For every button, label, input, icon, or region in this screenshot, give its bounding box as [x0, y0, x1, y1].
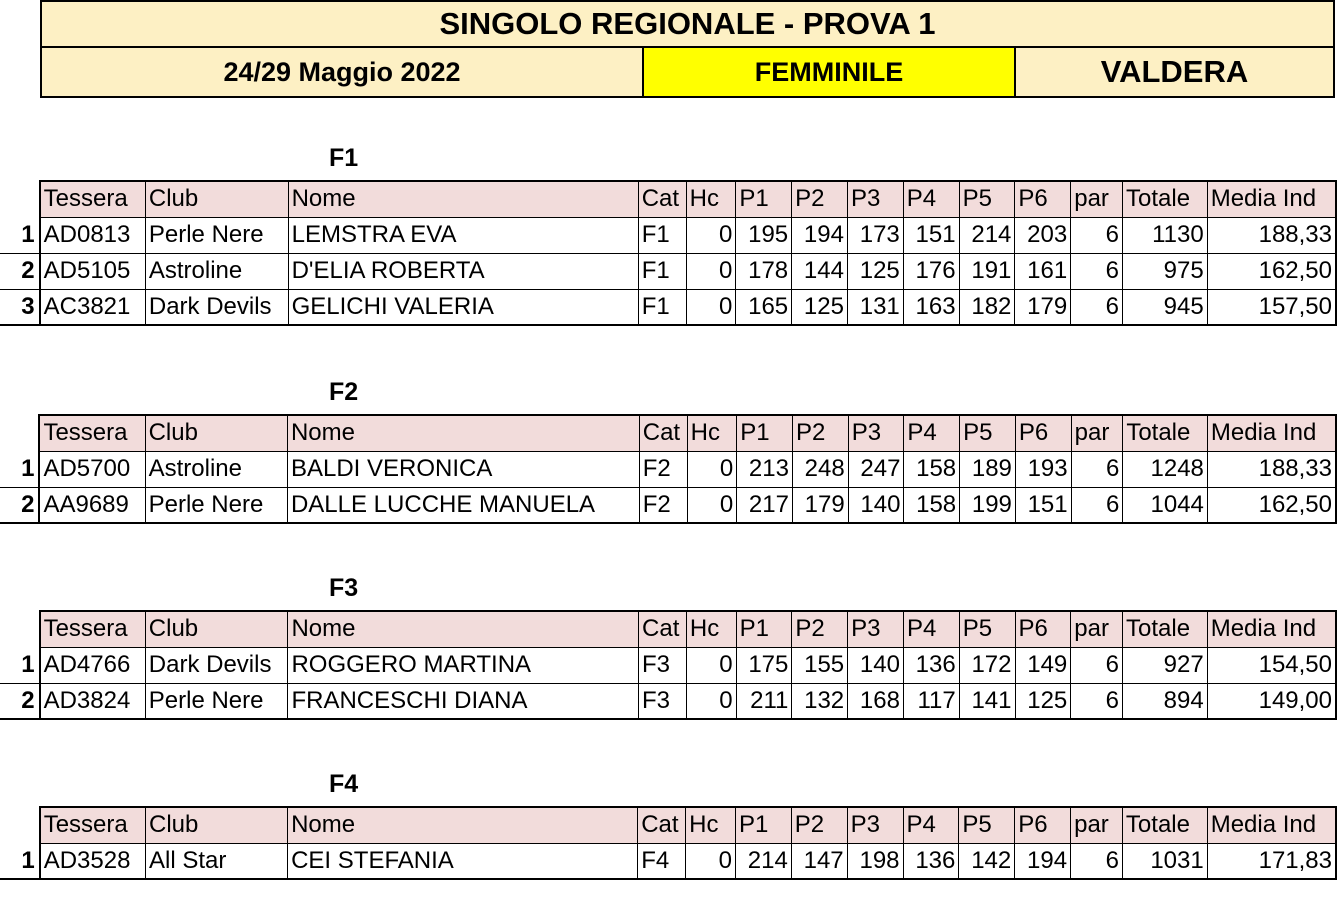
- column-header: P4: [904, 415, 960, 451]
- column-header: Totale: [1123, 611, 1208, 647]
- cell-p4: 136: [903, 843, 959, 879]
- cell-p2: 179: [792, 487, 848, 523]
- cell-totale: 1044: [1123, 487, 1208, 523]
- table-header-row: [0, 415, 1336, 451]
- column-header: Nome: [288, 181, 638, 217]
- cell-hc: 0: [687, 451, 737, 487]
- section-label: F1: [329, 144, 359, 172]
- cell-club: Dark Devils: [145, 647, 288, 683]
- cell-nome: DALLE LUCCHE MANUELA: [287, 487, 639, 523]
- table-header-row: [0, 807, 1336, 843]
- rank-cell: 1: [0, 451, 39, 487]
- cell-media: 162,50: [1207, 487, 1336, 523]
- column-header: P1: [735, 807, 791, 843]
- column-header: Media Ind: [1207, 611, 1336, 647]
- table-row: [0, 647, 1336, 683]
- cell-media: 171,83: [1207, 843, 1336, 879]
- column-header: P4: [903, 181, 959, 217]
- cell-par: 6: [1071, 451, 1123, 487]
- column-header: P1: [736, 181, 792, 217]
- cell-p1: 217: [737, 487, 793, 523]
- column-header: Media Ind: [1207, 181, 1336, 217]
- column-header: Media Ind: [1207, 415, 1336, 451]
- cell-p5: 172: [959, 647, 1015, 683]
- cell-p6: 161: [1015, 253, 1071, 289]
- cell-p3: 173: [847, 217, 903, 253]
- cell-par: 6: [1071, 289, 1123, 325]
- cell-p5: 189: [960, 451, 1016, 487]
- column-header: Nome: [287, 415, 639, 451]
- event-location: VALDERA: [1016, 48, 1333, 96]
- cell-totale: 975: [1123, 253, 1208, 289]
- column-header: par: [1071, 611, 1123, 647]
- cell-par: 6: [1071, 683, 1123, 719]
- cell-p3: 247: [848, 451, 904, 487]
- column-header: Tessera: [40, 807, 146, 843]
- cell-cat: F1: [638, 289, 686, 325]
- column-header: P3: [848, 415, 904, 451]
- cell-totale: 1130: [1123, 217, 1208, 253]
- cell-p5: 182: [959, 289, 1015, 325]
- column-header: Club: [145, 611, 288, 647]
- report-title: SINGOLO REGIONALE - PROVA 1: [40, 0, 1335, 48]
- cell-p6: 125: [1015, 683, 1071, 719]
- cell-club: Perle Nere: [145, 217, 288, 253]
- cell-p2: 132: [792, 683, 848, 719]
- table-header-row: [0, 181, 1336, 217]
- cell-nome: CEI STEFANIA: [288, 843, 638, 879]
- column-header: Hc: [686, 611, 736, 647]
- cell-tessera: AD3824: [40, 683, 146, 719]
- cell-p4: 163: [903, 289, 959, 325]
- cell-p3: 125: [847, 253, 903, 289]
- column-header: P5: [959, 611, 1015, 647]
- rank-cell: 1: [0, 843, 40, 879]
- cell-hc: 0: [686, 647, 736, 683]
- cell-media: 154,50: [1207, 647, 1336, 683]
- cell-p1: 214: [735, 843, 791, 879]
- column-header: Tessera: [40, 611, 146, 647]
- cell-p2: 144: [792, 253, 848, 289]
- cell-nome: BALDI VERONICA: [287, 451, 639, 487]
- column-header: P6: [1015, 181, 1071, 217]
- cell-nome: ROGGERO MARTINA: [288, 647, 639, 683]
- table-row: [0, 217, 1336, 253]
- cell-par: 6: [1071, 843, 1123, 879]
- column-header: P2: [792, 611, 848, 647]
- table-row: [0, 487, 1336, 523]
- cell-club: Astroline: [145, 451, 287, 487]
- cell-p3: 131: [847, 289, 903, 325]
- cell-p6: 193: [1015, 451, 1071, 487]
- column-header: P3: [848, 611, 904, 647]
- cell-cat: F3: [639, 647, 687, 683]
- cell-totale: 1248: [1123, 451, 1208, 487]
- cell-totale: 945: [1123, 289, 1208, 325]
- cell-tessera: AD5105: [40, 253, 146, 289]
- section-label: F3: [329, 574, 359, 602]
- table-row: [0, 843, 1336, 879]
- report-subheader: [40, 46, 1335, 98]
- cell-p6: 149: [1015, 647, 1071, 683]
- results-table: [0, 610, 1337, 720]
- column-header: P6: [1015, 415, 1071, 451]
- cell-cat: F2: [639, 487, 687, 523]
- cell-p2: 125: [792, 289, 848, 325]
- cell-p2: 147: [791, 843, 847, 879]
- cell-totale: 894: [1123, 683, 1208, 719]
- cell-club: Dark Devils: [145, 289, 288, 325]
- cell-club: All Star: [146, 843, 288, 879]
- cell-cat: F1: [638, 217, 686, 253]
- rank-cell: 1: [0, 647, 40, 683]
- cell-cat: F2: [639, 451, 687, 487]
- column-header: Hc: [686, 807, 736, 843]
- column-header: Cat: [639, 415, 687, 451]
- column-header: Cat: [638, 807, 686, 843]
- rank-header-cell: [0, 807, 40, 843]
- column-header: Nome: [288, 807, 638, 843]
- column-header: Cat: [638, 181, 686, 217]
- column-header: P6: [1015, 611, 1071, 647]
- cell-p5: 142: [959, 843, 1015, 879]
- cell-tessera: AD0813: [40, 217, 146, 253]
- column-header: Totale: [1123, 415, 1208, 451]
- column-header: P4: [903, 611, 959, 647]
- cell-tessera: AD3528: [40, 843, 146, 879]
- column-header: Club: [145, 415, 287, 451]
- column-header: P5: [959, 181, 1015, 217]
- cell-nome: GELICHI VALERIA: [288, 289, 638, 325]
- column-header: Media Ind: [1207, 807, 1336, 843]
- column-header: Nome: [288, 611, 639, 647]
- cell-p4: 151: [903, 217, 959, 253]
- cell-nome: FRANCESCHI DIANA: [288, 683, 639, 719]
- cell-p3: 140: [848, 647, 904, 683]
- cell-hc: 0: [686, 683, 736, 719]
- rank-header-cell: [0, 415, 39, 451]
- rank-cell: 1: [0, 217, 40, 253]
- column-header: Cat: [639, 611, 687, 647]
- cell-media: 188,33: [1207, 451, 1336, 487]
- column-header: P2: [792, 415, 848, 451]
- cell-p5: 199: [960, 487, 1016, 523]
- column-header: Club: [145, 181, 288, 217]
- section-label: F4: [329, 770, 359, 798]
- cell-p6: 194: [1015, 843, 1071, 879]
- column-header: Tessera: [39, 415, 145, 451]
- cell-media: 188,33: [1207, 217, 1336, 253]
- cell-p4: 176: [903, 253, 959, 289]
- cell-hc: 0: [687, 487, 737, 523]
- column-header: par: [1071, 807, 1123, 843]
- column-header: P5: [960, 415, 1016, 451]
- table-header-row: [0, 611, 1336, 647]
- column-header: P1: [736, 611, 792, 647]
- event-category: FEMMINILE: [644, 48, 1016, 96]
- cell-media: 157,50: [1207, 289, 1336, 325]
- column-header: Club: [146, 807, 288, 843]
- rank-header-cell: [0, 181, 40, 217]
- cell-p2: 155: [792, 647, 848, 683]
- results-table: [0, 806, 1337, 880]
- cell-p4: 158: [904, 487, 960, 523]
- results-table: [0, 414, 1337, 524]
- column-header: Totale: [1123, 181, 1208, 217]
- table-row: [0, 253, 1336, 289]
- cell-cat: F1: [638, 253, 686, 289]
- cell-p2: 248: [792, 451, 848, 487]
- cell-nome: D'ELIA ROBERTA: [288, 253, 638, 289]
- column-header: par: [1071, 415, 1123, 451]
- cell-club: Perle Nere: [145, 487, 287, 523]
- cell-hc: 0: [686, 843, 736, 879]
- table-row: [0, 683, 1336, 719]
- cell-p3: 140: [848, 487, 904, 523]
- cell-p6: 151: [1015, 487, 1071, 523]
- column-header: Tessera: [40, 181, 146, 217]
- column-header: Hc: [686, 181, 736, 217]
- column-header: P3: [847, 181, 903, 217]
- table-row: [0, 289, 1336, 325]
- cell-p1: 213: [737, 451, 793, 487]
- cell-p5: 191: [959, 253, 1015, 289]
- cell-p2: 194: [792, 217, 848, 253]
- rank-header-cell: [0, 611, 40, 647]
- cell-hc: 0: [686, 217, 736, 253]
- column-header: par: [1071, 181, 1123, 217]
- cell-cat: F4: [638, 843, 686, 879]
- rank-cell: 2: [0, 253, 40, 289]
- cell-totale: 1031: [1122, 843, 1207, 879]
- event-date: 24/29 Maggio 2022: [42, 48, 644, 96]
- cell-p1: 178: [736, 253, 792, 289]
- column-header: P4: [903, 807, 959, 843]
- cell-par: 6: [1071, 647, 1123, 683]
- cell-media: 149,00: [1207, 683, 1336, 719]
- cell-tessera: AC3821: [40, 289, 146, 325]
- cell-tessera: AD5700: [39, 451, 145, 487]
- section-label: F2: [329, 378, 359, 406]
- cell-par: 6: [1071, 487, 1123, 523]
- cell-club: Astroline: [145, 253, 288, 289]
- cell-hc: 0: [686, 289, 736, 325]
- column-header: P6: [1015, 807, 1071, 843]
- cell-totale: 927: [1123, 647, 1208, 683]
- cell-nome: LEMSTRA EVA: [288, 217, 638, 253]
- cell-p1: 211: [736, 683, 792, 719]
- table-row: [0, 451, 1336, 487]
- column-header: P3: [847, 807, 903, 843]
- rank-cell: 2: [0, 487, 39, 523]
- cell-p1: 175: [736, 647, 792, 683]
- cell-p5: 214: [959, 217, 1015, 253]
- column-header: P2: [791, 807, 847, 843]
- cell-p3: 168: [848, 683, 904, 719]
- results-table: [0, 180, 1337, 326]
- cell-p4: 136: [903, 647, 959, 683]
- cell-tessera: AD4766: [40, 647, 146, 683]
- cell-p6: 179: [1015, 289, 1071, 325]
- cell-hc: 0: [686, 253, 736, 289]
- cell-p1: 195: [736, 217, 792, 253]
- column-header: Totale: [1122, 807, 1207, 843]
- cell-par: 6: [1071, 253, 1123, 289]
- column-header: P1: [737, 415, 793, 451]
- cell-cat: F3: [639, 683, 687, 719]
- cell-p3: 198: [847, 843, 903, 879]
- cell-p4: 117: [903, 683, 959, 719]
- cell-tessera: AA9689: [39, 487, 145, 523]
- cell-p5: 141: [959, 683, 1015, 719]
- column-header: P5: [959, 807, 1015, 843]
- rank-cell: 2: [0, 683, 40, 719]
- column-header: P2: [792, 181, 848, 217]
- cell-p6: 203: [1015, 217, 1071, 253]
- column-header: Hc: [687, 415, 737, 451]
- cell-club: Perle Nere: [145, 683, 288, 719]
- rank-cell: 3: [0, 289, 40, 325]
- cell-p4: 158: [904, 451, 960, 487]
- cell-media: 162,50: [1207, 253, 1336, 289]
- cell-par: 6: [1071, 217, 1123, 253]
- cell-p1: 165: [736, 289, 792, 325]
